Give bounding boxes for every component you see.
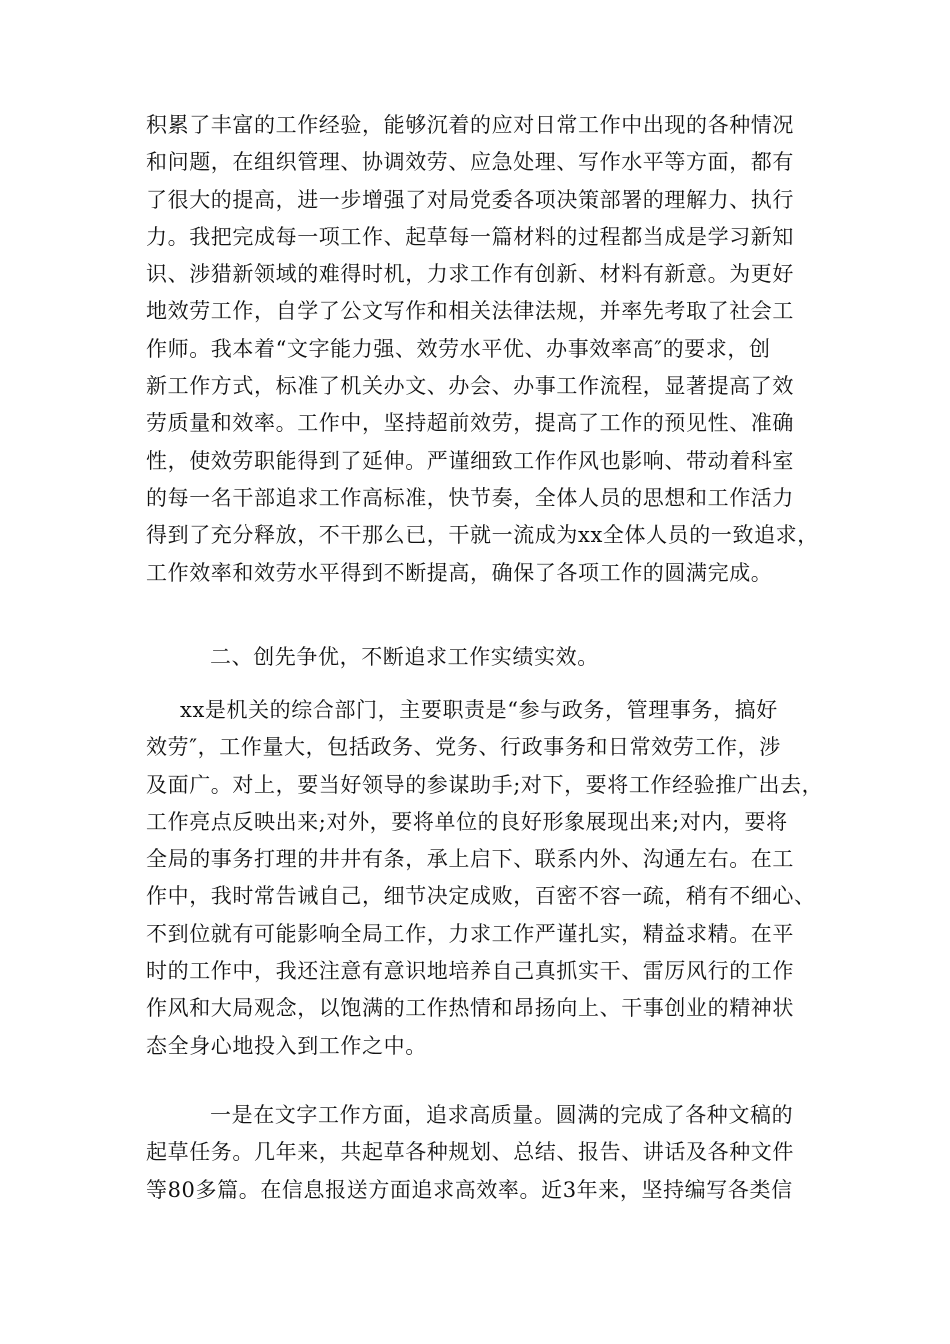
section-heading (210, 639, 830, 676)
text-line: 起草任务。几年来，共起草各种规划、总结、报告、讲话及各种文件 (146, 1140, 794, 1165)
text-line: 工作亮点反映出来;对外，要将单位的良好形象展现出来;对内，要将 (146, 809, 788, 834)
text-line: 地效劳工作，自学了公文写作和相关法律法规，并率先考取了社会工 (146, 299, 794, 324)
paragraph-work-experience (146, 107, 826, 592)
text-line: 全局的事务打理的井井有条，承上启下、联系内外、沟通左右。在工 (146, 847, 794, 872)
text-line: 新工作方式，标准了机关办文、办会、办事工作流程，显著提高了效 (146, 374, 794, 399)
text-line: 的每一名干部追求工作高标准，快节奏，全体人员的思想和工作活力 (146, 485, 794, 510)
text-line: 一是在文字工作方面，追求高质量。圆满的完成了各种文稿的 (210, 1103, 794, 1127)
text-line: 不到位就有可能影响全局工作，力求工作严谨扎实，精益求精。在平 (146, 921, 794, 946)
text-line: 劳质量和效率。工作中，坚持超前效劳，提高了工作的预见性、准确 (146, 411, 794, 436)
text-line: 效劳″，工作量大，包括政务、党务、行政事务和日常效劳工作，涉 (146, 735, 781, 760)
text-line: 性，使效劳职能得到了延伸。严谨细致工作作风也影响、带动着科室 (146, 448, 794, 473)
text-line: 和问题，在组织管理、协调效劳、应急处理、写作水平等方面，都有 (146, 150, 794, 175)
text-line: 识、涉猎新领域的难得时机，力求工作有创新、材料有新意。为更好 (146, 262, 794, 287)
section-heading-text: 二、创先争优，不断追求工作实绩实效。 (210, 645, 599, 669)
text-line: 态全身心地投入到工作之中。 (146, 1033, 427, 1058)
text-line: 力。我把完成每一项工作、起草每一篇材料的过程都当成是学习新知 (146, 224, 794, 249)
text-line: 等80多篇。在信息报送方面追求高效率。近3年来，坚持编写各类信 (146, 1177, 793, 1202)
text-line: 工作效率和效劳水平得到不断提高，确保了各项工作的圆满完成。 (146, 560, 773, 585)
text-line: 了很大的提高，进一步增强了对局党委各项决策部署的理解力、执行 (146, 187, 794, 212)
text-line: 得到了充分释放，不干那么已，干就一流成为xx全体人员的一致追求， (146, 523, 819, 548)
text-line: 作风和大局观念，以饱满的工作热情和昂扬向上、干事创业的精神状 (146, 996, 794, 1021)
paragraph-writing-work (146, 1097, 826, 1209)
text-line: 积累了丰富的工作经验，能够沉着的应对日常工作中出现的各种情况 (146, 113, 794, 137)
text-line: 及面广。对上，要当好领导的参谋助手;对下，要将工作经验推广出去， (146, 772, 824, 797)
text-line: 作师。我本着“文字能力强、效劳水平优、办事效率高″的要求，创 (146, 336, 771, 361)
paragraph-department-duties (146, 692, 826, 1065)
text-line: xx是机关的综合部门，主要职责是“参与政务，管理事务，搞好 (180, 698, 778, 722)
text-line: 作中，我时常告诫自己，细节决定成败，百密不容一疏，稍有不细心、 (146, 884, 816, 909)
text-line: 时的工作中，我还注意有意识地培养自己真抓实干、雷厉风行的工作 (146, 959, 794, 984)
